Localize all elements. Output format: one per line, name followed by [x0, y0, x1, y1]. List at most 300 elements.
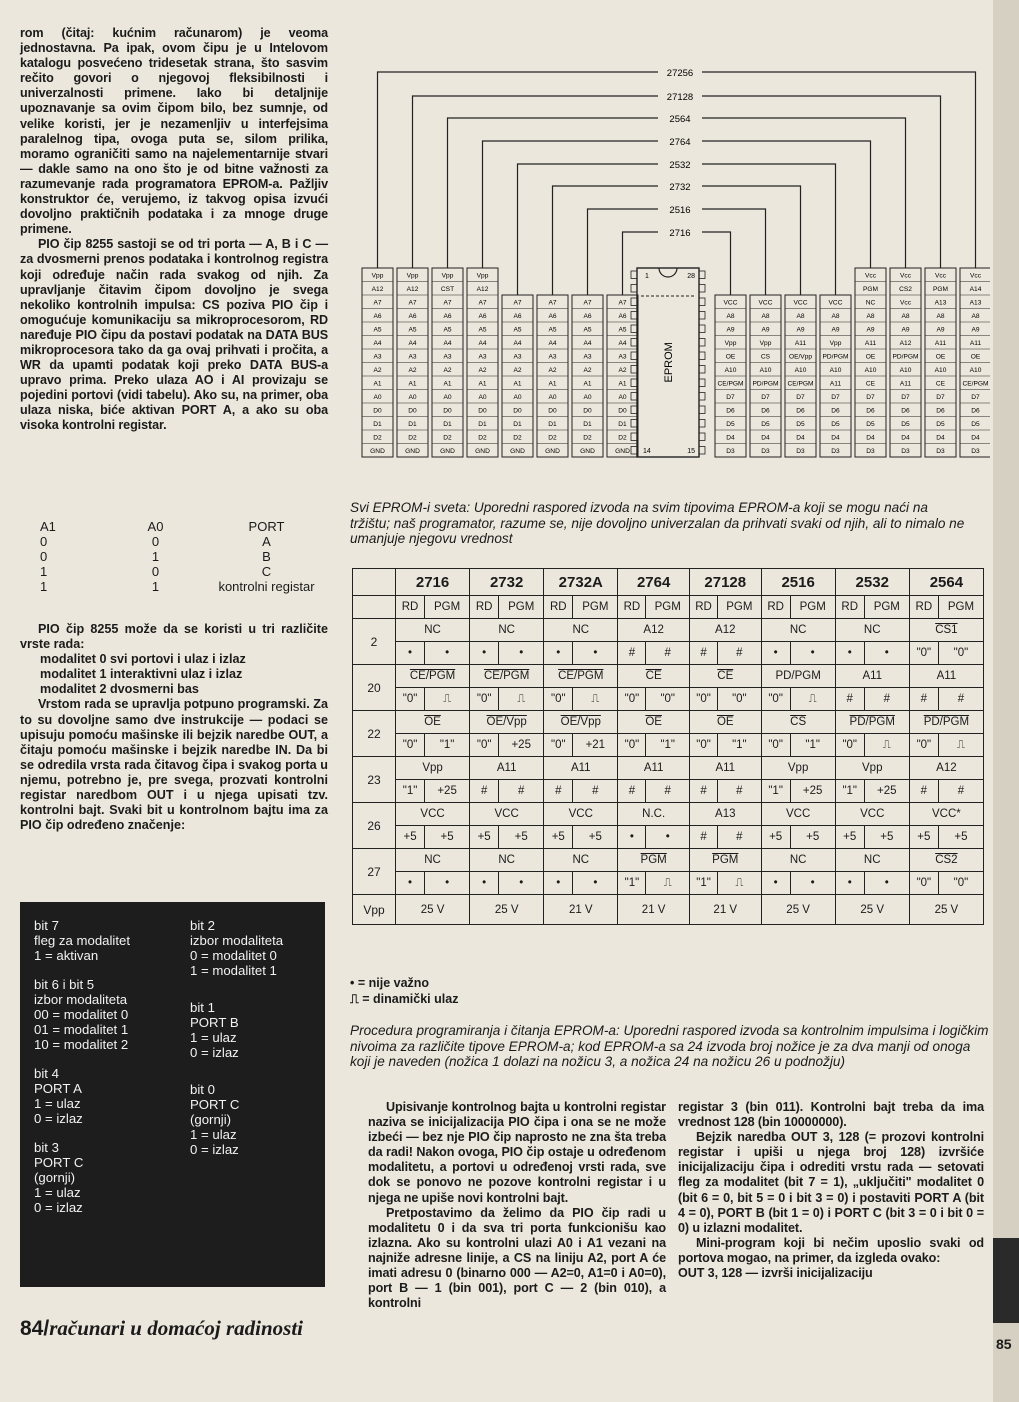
- pin-label: D0: [583, 407, 592, 415]
- pin-function-cell: $\overline{OE}$: [689, 711, 761, 734]
- eprom-type-label: 2716: [669, 228, 691, 239]
- paragraph: Vrstom rada se upravlja potpuno programski. Za to su dovoljne samo dve instrukcije — podaci se upisuju pomoću mašinske ili bejzik naredbe OUT, a čitaju pomoću mašinske i bejzik naredbe IN. Da bi se odredila vrsta rada čitavog čipa i svakog porta u njemu, potrebno je, pre svega, prozvati kontrolni registar naredbom OUT i u njega upisati tzv. kontrolni bajt. Svaki bit u kontrolnom bajtu ima za PIO čip određeno značenje:: [20, 697, 328, 833]
- pin-function-cell: $\overline{CE}$: [689, 665, 761, 688]
- chip-pin: [699, 447, 705, 455]
- magazine-title: računari u domaćoj radinosti: [49, 1316, 304, 1340]
- pin-label: CS: [760, 353, 771, 361]
- pin-label: A9: [901, 326, 910, 334]
- pin-function-cell: NC: [761, 849, 835, 872]
- logic-level-cell: "0": [938, 642, 983, 665]
- pin-function-cell: OE/Vpp: [470, 711, 544, 734]
- pin-label: D5: [971, 421, 980, 428]
- pin-function-cell: A11: [835, 665, 909, 688]
- pin-label: D4: [796, 434, 805, 442]
- pin-label: A2: [513, 367, 522, 374]
- logic-level-cell: #: [938, 780, 983, 803]
- pin-label: Vcc: [970, 272, 981, 280]
- pin-label: D5: [761, 421, 770, 428]
- pin-label: A9: [831, 326, 840, 334]
- pin-function-cell: NC: [470, 849, 544, 872]
- pin-label: Vpp: [829, 340, 842, 347]
- cell: 1: [151, 549, 160, 564]
- table-legend: [350, 975, 458, 1007]
- logic-level-cell: +5: [864, 826, 909, 849]
- pin-function-cell: NC: [544, 619, 618, 642]
- pin-label: D4: [726, 434, 735, 442]
- pin-label: A7: [478, 299, 487, 307]
- logic-level-cell: #: [718, 642, 761, 665]
- pin-label: A1: [548, 380, 557, 388]
- chip-notch: [659, 268, 677, 277]
- logic-level-cell: #: [689, 642, 717, 665]
- logic-level-cell: •: [425, 872, 470, 895]
- pin-label: A1: [408, 380, 417, 388]
- pin-label: A5: [513, 326, 522, 334]
- pin-function-cell: N.C.: [618, 803, 690, 826]
- pin-label: D5: [726, 421, 735, 428]
- pin-label: A0: [618, 394, 627, 401]
- logic-level-cell: "0": [396, 688, 425, 711]
- pin-label: A14: [969, 286, 982, 293]
- logic-level-cell: •: [573, 642, 618, 665]
- modes-list: [20, 652, 328, 697]
- pin-label: A9: [971, 326, 980, 334]
- figure-caption: Svi EPROM-i sveta: Uporedni raspored izvoda na svim tipovima EPROM-a koji se mogu naći na tržištu; naš programator, razume se, nije dovoljno univerzalan da prihvati svaki od njih, ali to nimalo ne umanjuje njegovu vrednost: [350, 500, 965, 547]
- corner-cell: [353, 569, 396, 596]
- pin-label: A1: [513, 380, 522, 388]
- logic-level-cell: +5: [573, 826, 618, 849]
- pin-label: A9: [866, 326, 875, 334]
- logic-level-cell: #: [718, 826, 761, 849]
- logic-level-cell: #: [835, 688, 864, 711]
- eprom-type-header: 2732A: [544, 569, 618, 596]
- logic-level-cell: "0": [689, 688, 717, 711]
- logic-level-cell: "1": [790, 734, 835, 757]
- logic-level-cell: •: [396, 642, 425, 665]
- pin-function-cell: $\overline{CE}$: [618, 665, 690, 688]
- pin-label: D6: [796, 407, 805, 415]
- pin-label: A0: [583, 394, 592, 401]
- table-row: [353, 757, 984, 780]
- chip-pin: [631, 379, 637, 387]
- chip-pin: [631, 406, 637, 414]
- logic-level-cell: "1": [425, 734, 470, 757]
- logic-level-cell: •: [499, 642, 544, 665]
- chip-pin: [631, 433, 637, 441]
- pin-label: D1: [618, 421, 627, 428]
- cell: B: [262, 549, 271, 564]
- chip-pin: [699, 393, 705, 401]
- vpp-value: 25 V: [909, 895, 983, 925]
- pin-function-cell: Vpp: [396, 757, 470, 780]
- vpp-value: 25 V: [835, 895, 909, 925]
- pin-function-cell: CE/PGM: [544, 665, 618, 688]
- pin-label: A0: [548, 394, 557, 401]
- pin-function-cell: A12: [909, 757, 983, 780]
- logic-level-cell: "0": [396, 734, 425, 757]
- pin-function-cell: CS1: [909, 619, 983, 642]
- logic-level-cell: "0": [909, 642, 938, 665]
- logic-level-cell: "0": [909, 872, 938, 895]
- pin-label: D3: [866, 448, 875, 455]
- pin-function-cell: VCC: [396, 803, 470, 826]
- pin-label: A3: [583, 353, 592, 361]
- corner-cell: [353, 596, 396, 619]
- article-column-2: [368, 1100, 666, 1311]
- pin-label: A5: [583, 326, 592, 334]
- paragraph: registar 3 (bin 011). Kontrolni bajt treba da ima vrednost 128 (bin 10000000).: [678, 1100, 984, 1130]
- logic-level-cell: "1": [835, 780, 864, 803]
- pin-function-cell: A11: [689, 757, 761, 780]
- pin-label: D2: [408, 434, 417, 442]
- logic-level-cell: •: [470, 642, 499, 665]
- table-row: [353, 619, 984, 642]
- pin-function-cell: VCC: [761, 803, 835, 826]
- logic-level-cell: •: [864, 642, 909, 665]
- pin-label: A3: [618, 353, 627, 361]
- pin-label: GND: [475, 448, 490, 455]
- logic-level-cell: •: [425, 642, 470, 665]
- chip-pin: [631, 285, 637, 293]
- pin-label: D1: [548, 421, 557, 428]
- table-row: [353, 665, 984, 688]
- pin-label: A3: [513, 353, 522, 361]
- pin-function-cell: A12: [618, 619, 690, 642]
- pin-label: A12: [371, 286, 384, 293]
- eprom-type-header: 2564: [909, 569, 983, 596]
- list-item: modalitet 0 svi portovi i ulaz i izlaz: [40, 652, 246, 667]
- eprom-type-header: 2532: [835, 569, 909, 596]
- logic-level-cell: #: [499, 780, 544, 803]
- table-row: [353, 895, 984, 925]
- bit-group: bit 6 i bit 5 izbor modaliteta 00 = modalitet 0 01 = modalitet 1 10 = modalitet 2: [34, 977, 129, 1052]
- mode-subheader: PGM: [646, 596, 689, 619]
- logic-level-cell: •: [646, 826, 689, 849]
- pin-label: D2: [548, 434, 557, 442]
- pin-label: D5: [831, 421, 840, 428]
- pin-label: D1: [583, 421, 592, 428]
- pin-label: GND: [405, 448, 420, 455]
- bit-group: bit 1 PORT B 1 = ulaz 0 = izlaz: [190, 1000, 239, 1060]
- pin-label: GND: [545, 448, 560, 455]
- logic-level-cell: +5: [470, 826, 499, 849]
- pin-function-cell: $\overline{OE}$: [618, 711, 690, 734]
- pin-label: Vpp: [759, 340, 772, 347]
- pin-label: A13: [969, 299, 982, 307]
- logic-level-cell: "1": [396, 780, 425, 803]
- logic-level-cell: "0": [470, 688, 499, 711]
- pin-function-cell: VCC: [544, 803, 618, 826]
- mode-subheader: RD: [761, 596, 790, 619]
- mode-subheader: PGM: [425, 596, 470, 619]
- pin-label: Vpp: [371, 272, 384, 280]
- pin-function-cell: $\overline{CS}$: [761, 711, 835, 734]
- pin-label: D3: [901, 448, 910, 455]
- pin-label: OE: [970, 353, 981, 361]
- mode-subheader: RD: [544, 596, 573, 619]
- eprom-type-header: 2764: [618, 569, 690, 596]
- pin-label: D1: [513, 421, 522, 428]
- pin-label: D1: [443, 421, 452, 428]
- mode-subheader: PGM: [938, 596, 983, 619]
- pin-function-cell: CS2: [909, 849, 983, 872]
- pin-function-cell: PD/PGM: [909, 711, 983, 734]
- chip-pin-number: 28: [687, 273, 695, 280]
- pin-label: GND: [510, 448, 525, 455]
- logic-level-cell: ⎍: [790, 688, 835, 711]
- pin-label: D0: [618, 407, 627, 415]
- table-row: [36, 534, 326, 549]
- logic-level-cell: "0": [470, 734, 499, 757]
- logic-level-cell: #: [689, 826, 717, 849]
- logic-level-cell: #: [909, 780, 938, 803]
- pin-label: A3: [548, 353, 557, 361]
- paragraph: Upisivanje kontrolnog bajta u kontrolni registar naziva se inicijalizacija PIO čipa i ona se ne može izbeći — bez nje PIO čip naprosto ne zna šta treba da radi! Nakon ovoga, PIO čip ostaje u određenom modalitetu, a portovi u određenoj vrsti rada, sve dok se ponovo ne pozove kontrolni registar i u njega ne upiše novi kontrolni bajt.: [368, 1100, 666, 1205]
- pin-label: D2: [373, 434, 382, 442]
- chip-pin: [631, 420, 637, 428]
- table-caption: Procedura programiranja i čitanja EPROM-a: Uporedni raspored izvoda sa kontrolnim impulsima i logičkim nivoima za različite tipove EPROM-a; kod EPROM-a sa 24 izvoda broj nožice je za dva manji od onoga koji je naveden (nožica 1 dolazi na nožicu 3, a nožica 24 na nožicu 26 u podnožju): [350, 1023, 989, 1070]
- pin-label: A12: [899, 340, 912, 347]
- pin-label: D4: [761, 434, 770, 442]
- eprom-type-header: 2516: [761, 569, 835, 596]
- pin-label: CS2: [899, 286, 912, 293]
- pin-label: A10: [829, 367, 842, 374]
- logic-level-cell: #: [646, 642, 689, 665]
- logic-level-cell: •: [790, 872, 835, 895]
- logic-level-cell: +5: [938, 826, 983, 849]
- table-header: A1: [40, 519, 56, 534]
- logic-level-cell: "1": [689, 872, 717, 895]
- pin-label: A2: [408, 367, 417, 374]
- logic-level-cell: ⎍: [938, 734, 983, 757]
- logic-level-cell: +5: [909, 826, 938, 849]
- chip-pin: [699, 420, 705, 428]
- pin-label: D4: [866, 434, 875, 442]
- pin-label: A9: [796, 326, 805, 334]
- pin-label: Vcc: [865, 272, 876, 280]
- pin-label: D7: [726, 394, 735, 401]
- chip-pin: [631, 393, 637, 401]
- pin-label: A6: [443, 313, 452, 320]
- pin-label: A1: [618, 380, 627, 388]
- logic-level-cell: #: [718, 780, 761, 803]
- pin-label: Vpp: [406, 272, 419, 280]
- pin-label: GND: [370, 448, 385, 455]
- pin-label: D4: [901, 434, 910, 442]
- pin-label: D2: [583, 434, 592, 442]
- logic-level-cell: #: [938, 688, 983, 711]
- pin-label: GND: [440, 448, 455, 455]
- table-row: [353, 826, 984, 849]
- logic-level-cell: #: [646, 780, 689, 803]
- article-column-1: [20, 26, 328, 434]
- pin-label: Vcc: [900, 299, 911, 307]
- logic-level-cell: "0": [689, 734, 717, 757]
- pin-label: A7: [618, 299, 627, 307]
- pin-label: Vpp: [476, 272, 489, 280]
- bit-group: bit 3 PORT C (gornji) 1 = ulaz 0 = izlaz: [34, 1140, 84, 1215]
- pin-label: A8: [796, 313, 805, 320]
- chip-pin: [631, 339, 637, 347]
- pin-label: A10: [899, 367, 912, 374]
- logic-level-cell: •: [864, 872, 909, 895]
- pin-label: A1: [373, 380, 382, 388]
- chip-pin: [699, 271, 705, 279]
- logic-level-cell: +5: [544, 826, 573, 849]
- pin-label: A2: [583, 367, 592, 374]
- chip-pin: [699, 325, 705, 333]
- eprom-type-label: 27128: [666, 92, 694, 103]
- logic-level-cell: +25: [425, 780, 470, 803]
- chip-pin: [699, 379, 705, 387]
- pin-label: D7: [866, 394, 875, 401]
- pin-label: A4: [408, 340, 417, 347]
- mode-subheader: RD: [835, 596, 864, 619]
- pin-label: D3: [971, 448, 980, 455]
- pin-function-cell: A11: [544, 757, 618, 780]
- pin-label: A9: [761, 326, 770, 334]
- pin-label: A11: [794, 340, 807, 347]
- pin-label: D7: [831, 394, 840, 401]
- table-row: [36, 579, 326, 594]
- paragraph: Bejzik naredba OUT 3, 128 (= prozovi kontrolni registar i upiši u njega broj 128) izvršiće inicijalizaciju čipa i odrediti vrstu rada — setovati fleg za modalitet (bit 7 = 1), „uključiti" modalitet 0 (bit 6 = 0, bit 5 = 0 i bit 3 = 0) i postaviti PORT A (bit 4 = 0), PORT B (bit 1 = 0) i PORT C (bit 3 = 0 i bit 0 = 0) u izlazni modalitet.: [678, 1130, 984, 1235]
- pin-label: A1: [478, 380, 487, 388]
- pin-label: A8: [831, 313, 840, 320]
- eprom-type-header: 27128: [689, 569, 761, 596]
- pin-label: D0: [373, 407, 382, 415]
- pin-label: D3: [726, 448, 735, 455]
- chip-pin: [631, 447, 637, 455]
- pin-label: D2: [478, 434, 487, 442]
- logic-level-cell: #: [689, 780, 717, 803]
- pin-label: A9: [936, 326, 945, 334]
- pin-function-cell: PD/PGM: [761, 665, 835, 688]
- logic-level-cell: •: [835, 642, 864, 665]
- logic-level-cell: "1": [761, 780, 790, 803]
- pin-label: D7: [901, 394, 910, 401]
- pin-label: D6: [936, 407, 945, 415]
- cell: C: [261, 564, 272, 579]
- logic-level-cell: ⎍: [864, 734, 909, 757]
- pin-label: A2: [548, 367, 557, 374]
- type-connector-line: [588, 209, 766, 295]
- vpp-value: 21 V: [689, 895, 761, 925]
- logic-level-cell: +5: [396, 826, 425, 849]
- eprom-pinout-figure: [360, 48, 990, 460]
- table-row: [353, 872, 984, 895]
- pin-label: A8: [936, 313, 945, 320]
- logic-level-cell: "0": [835, 734, 864, 757]
- chip-pin: [699, 339, 705, 347]
- pin-label: CE: [865, 380, 876, 388]
- cell: 0: [151, 534, 160, 549]
- pin-label: A8: [761, 313, 770, 320]
- pin-label: A0: [373, 394, 382, 401]
- pin-label: D1: [373, 421, 382, 428]
- pin-label: VCC: [758, 299, 773, 307]
- programming-table: [352, 568, 984, 925]
- pin-function-cell: NC: [835, 849, 909, 872]
- pin-function-cell: Vpp: [835, 757, 909, 780]
- logic-level-cell: #: [573, 780, 618, 803]
- pin-label: D1: [478, 421, 487, 428]
- logic-level-cell: #: [618, 642, 646, 665]
- logic-level-cell: "0": [761, 688, 790, 711]
- cell: 0: [151, 564, 160, 579]
- pin-label: A3: [443, 353, 452, 361]
- pin-label: A6: [548, 313, 557, 320]
- chip-pin: [631, 325, 637, 333]
- pin-function-cell: NC: [761, 619, 835, 642]
- eprom-type-label: 2564: [669, 114, 691, 125]
- chip-pin: [699, 285, 705, 293]
- table-row: [36, 564, 326, 579]
- pin-label: CE/PGM: [787, 380, 814, 388]
- pin-label: A6: [618, 313, 627, 320]
- chip-pin: [699, 312, 705, 320]
- pin-function-cell: A11: [470, 757, 544, 780]
- next-page-edge: [993, 0, 1019, 1402]
- pin-function-cell: $\overline{PGM}$: [618, 849, 690, 872]
- logic-level-cell: •: [790, 642, 835, 665]
- pin-label: D2: [443, 434, 452, 442]
- pin-number-cell: 23: [353, 757, 396, 803]
- cell: A: [262, 534, 271, 549]
- table-header: PORT: [248, 519, 285, 534]
- logic-level-cell: +5: [790, 826, 835, 849]
- pin-function-cell: NC: [396, 619, 470, 642]
- pin-label: A7: [583, 299, 592, 307]
- article-column-3: [678, 1100, 984, 1281]
- cell: 1: [151, 579, 160, 594]
- pin-label: D6: [901, 407, 910, 415]
- logic-level-cell: +5: [835, 826, 864, 849]
- mode-subheader: RD: [689, 596, 717, 619]
- table-row: [353, 688, 984, 711]
- pin-label: OE/Vpp: [788, 353, 813, 361]
- page-footer: [20, 1316, 303, 1341]
- logic-level-cell: "0": [544, 734, 573, 757]
- logic-level-cell: ⎍: [573, 688, 618, 711]
- pin-label: PGM: [862, 286, 879, 293]
- pin-function-cell: NC: [470, 619, 544, 642]
- logic-level-cell: +25: [864, 780, 909, 803]
- bit-group: bit 4 PORT A 1 = ulaz 0 = izlaz: [34, 1066, 83, 1126]
- pin-label: A4: [583, 340, 592, 347]
- pin-label: A5: [548, 326, 557, 334]
- chip-pin: [699, 406, 705, 414]
- logic-level-cell: ⎍: [646, 872, 689, 895]
- pin-label: A2: [373, 367, 382, 374]
- cell: 1: [40, 564, 48, 579]
- pin-function-cell: A11: [909, 665, 983, 688]
- pin-label: A12: [476, 286, 489, 293]
- paragraph: OUT 3, 128 — izvrši inicijalizaciju: [678, 1266, 873, 1281]
- pin-function-cell: CE/PGM: [396, 665, 470, 688]
- list-item: modalitet 2 dvosmerni bas: [40, 682, 199, 697]
- pin-label: A8: [866, 313, 875, 320]
- logic-level-cell: "0": [718, 688, 761, 711]
- bit-group: bit 0 PORT C (gornji) 1 = ulaz 0 = izlaz: [190, 1082, 240, 1157]
- pin-label: D2: [618, 434, 627, 442]
- pin-label: D3: [936, 448, 945, 455]
- pin-label: A2: [443, 367, 452, 374]
- logic-level-cell: +5: [425, 826, 470, 849]
- pin-label: D4: [936, 434, 945, 442]
- table-header-row: [353, 569, 984, 596]
- pin-label: D7: [796, 394, 805, 401]
- chip-pin: [699, 352, 705, 360]
